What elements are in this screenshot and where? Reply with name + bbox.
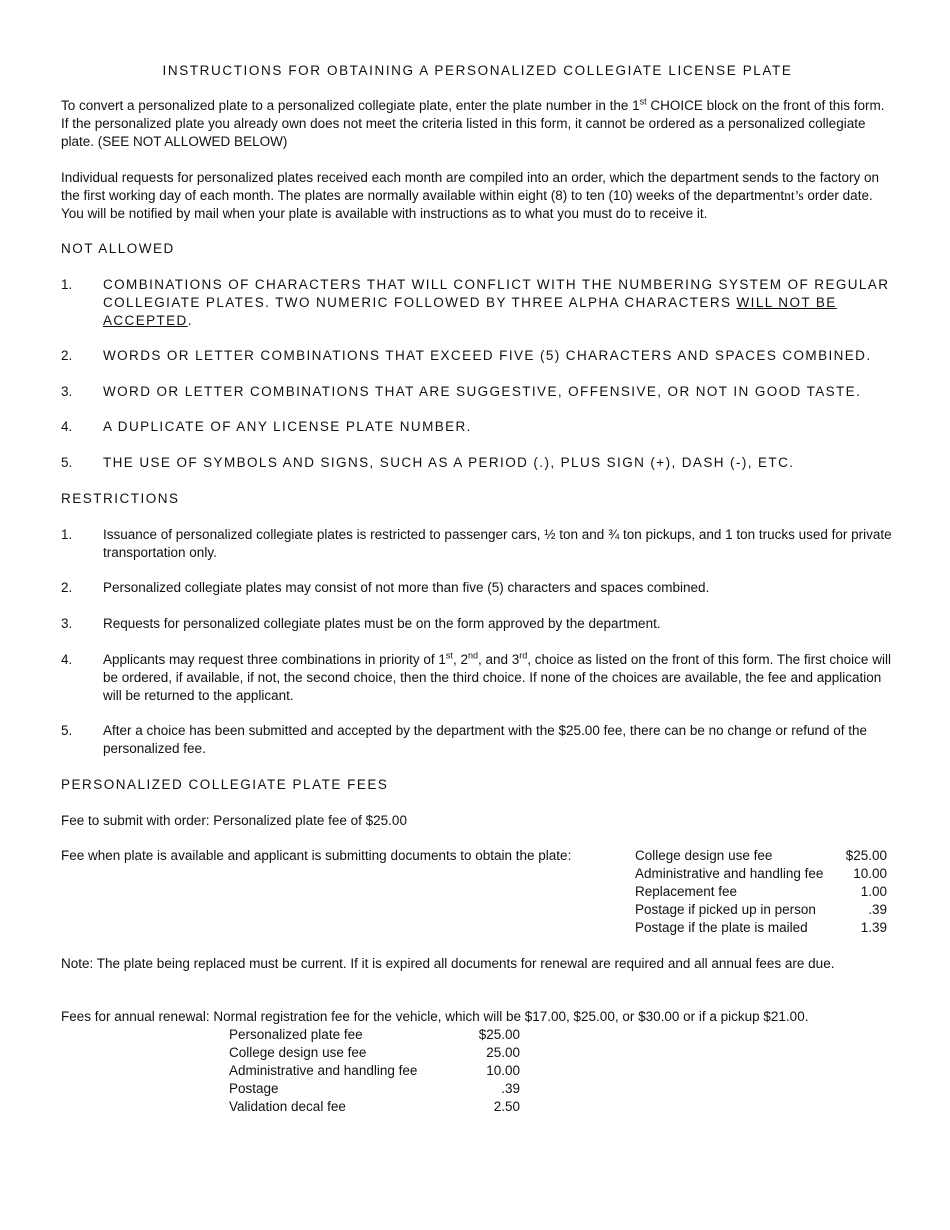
item-text-main: COMBINATIONS OF CHARACTERS THAT WILL CONFLICT WITH THE NUMBERING SYSTEM OF REGULAR COLLEGIATE PLATES. TWO NUMERIC FOLLOWED BY THREE ALPHA CHARACTERS xyxy=(103,277,890,310)
fee-label: Postage if picked up in person xyxy=(635,902,816,917)
restrictions-heading: RESTRICTIONS xyxy=(61,491,180,506)
fee-label: Postage xyxy=(229,1081,279,1096)
intro-p1-sup: st xyxy=(639,96,647,107)
fee-available-row xyxy=(635,901,887,919)
fee-amount: 1.39 xyxy=(860,920,887,935)
fee-amount: 10.00 xyxy=(853,866,887,881)
fee-amount: 10.00 xyxy=(486,1063,520,1078)
item-number: 2. xyxy=(61,348,73,363)
item-text: Issuance of personalized collegiate plates is restricted to passenger cars, ½ ton and ¾ ton pickups, and 1 ton trucks used for private transportation only. xyxy=(103,527,892,560)
page-title: INSTRUCTIONS FOR OBTAINING A PERSONALIZED COLLEGIATE LICENSE PLATE xyxy=(162,63,793,78)
item-number: 3. xyxy=(61,384,73,399)
fee-available-row xyxy=(635,919,887,937)
item-text: Requests for personalized collegiate plates must be on the form approved by the department. xyxy=(103,616,661,631)
fees-heading: PERSONALIZED COLLEGIATE PLATE FEES xyxy=(61,777,389,792)
item-number: 4. xyxy=(61,419,73,434)
fee-amount: $25.00 xyxy=(478,1027,520,1042)
item-text-c: , and 3 xyxy=(477,652,520,667)
fee-amount: 1.00 xyxy=(860,884,887,899)
item-text: A DUPLICATE OF ANY LICENSE PLATE NUMBER. xyxy=(103,419,472,434)
fee-label: Administrative and handling fee xyxy=(635,866,824,881)
fee-note xyxy=(61,955,894,973)
item-text-d: , choice as listed on the front of this form. The first choice will be ordered, if available, if not, the second choice, then the third choice. If none of the choices are available, the fee and application will be returned to the applicant. xyxy=(103,652,891,703)
fee-available-row xyxy=(635,865,887,883)
item-text-b: , 2 xyxy=(452,652,468,667)
intro-p1-text-a: To convert a personalized plate to a personalized collegiate plate, enter the plate number in the 1 xyxy=(61,98,640,113)
intro-p1-text-b: CHOICE block on the front of this form. If the personalized plate you already own does not meet the criteria listed in this form, it cannot be ordered as a personalized collegiate plate. (SEE NOT ALLOWED BELOW) xyxy=(61,98,885,149)
intro-paragraph-1 xyxy=(61,97,894,151)
fee-available-row xyxy=(635,883,887,901)
fee-amount: 2.50 xyxy=(493,1099,520,1114)
fee-amount: 25.00 xyxy=(486,1045,520,1060)
item-text: WORD OR LETTER COMBINATIONS THAT ARE SUGGESTIVE, OFFENSIVE, OR NOT IN GOOD TASTE. xyxy=(103,384,862,399)
not-allowed-heading: NOT ALLOWED xyxy=(61,241,175,256)
fee-renewal-row xyxy=(229,1080,520,1098)
fee-submit-line: Fee to submit with order: Personalized plate fee of $25.00 xyxy=(61,813,407,828)
item-text-a: Applicants may request three combinations in priority of 1 xyxy=(103,652,446,667)
fee-renewal-line xyxy=(61,1008,894,1026)
fee-renewal-row xyxy=(229,1026,520,1044)
fee-label: Replacement fee xyxy=(635,884,738,899)
fee-label: Validation decal fee xyxy=(229,1099,346,1114)
fee-available-row xyxy=(635,847,887,865)
item-text: WORDS OR LETTER COMBINATIONS THAT EXCEED FIVE (5) CHARACTERS AND SPACES COMBINED. xyxy=(103,348,872,363)
item-text: After a choice has been submitted and accepted by the department with the $25.00 fee, there can be no change or refund of the personalized fee. xyxy=(103,723,868,756)
item-number: 1. xyxy=(61,277,73,292)
item-number: 4. xyxy=(61,652,73,667)
fee-amount: $25.00 xyxy=(845,848,887,863)
fee-available-table xyxy=(635,847,887,937)
fee-label: Personalized plate fee xyxy=(229,1027,363,1042)
item-number: 3. xyxy=(61,616,73,631)
fee-renewal-row xyxy=(229,1044,520,1062)
item-text xyxy=(103,276,894,330)
fee-amount: .39 xyxy=(501,1081,520,1096)
item-number: 5. xyxy=(61,723,73,738)
intro-paragraph-2 xyxy=(61,169,894,223)
renewal-label: Fees for annual renewal: xyxy=(61,1009,210,1024)
item-underlined-text: WILL NOT BE ACCEPTED xyxy=(103,295,837,328)
sup-st: st xyxy=(445,650,453,661)
fee-label: College design use fee xyxy=(229,1045,367,1060)
item-text: Personalized collegiate plates may consist of not more than five (5) characters and spaces combined. xyxy=(103,580,710,595)
intro-p2-text-b: order date. You will be notified by mail when your plate is available with instructions as to what you must do to receive it. xyxy=(61,188,873,221)
fee-available-label: Fee when plate is available and applicant is submitting documents to obtain the plate: xyxy=(61,848,572,863)
item-number: 2. xyxy=(61,580,73,595)
fee-renewal-table xyxy=(229,1026,520,1116)
fee-label: Administrative and handling fee xyxy=(229,1063,418,1078)
fee-label: Postage if the plate is mailed xyxy=(635,920,808,935)
fee-amount: .39 xyxy=(868,902,887,917)
fee-renewal-row xyxy=(229,1062,520,1080)
intro-p2-text-a: Individual requests for personalized plates received each month are compiled into an order, which the department sends to the factory on the first working day of each month. The plates are normally available within eight (8) to ten (10) weeks of the department xyxy=(61,170,879,203)
fee-label: College design use fee xyxy=(635,848,773,863)
item-number: 5. xyxy=(61,455,73,470)
renewal-first-text: Normal registration fee for the vehicle, which will be $17.00, $25.00, or $30.00 or if a pickup $21.00. xyxy=(213,1009,809,1024)
item-number: 1. xyxy=(61,527,73,542)
fee-renewal-row xyxy=(229,1098,520,1116)
sup-rd: rd xyxy=(519,650,528,661)
intro-p2-serif: nt’s xyxy=(784,188,804,203)
item-text-tail: . xyxy=(187,313,193,328)
sup-nd: nd xyxy=(467,650,478,661)
note-text: Note: The plate being replaced must be current. If it is expired all documents for renewal are required and all annual fees are due. xyxy=(61,956,835,971)
item-text: THE USE OF SYMBOLS AND SIGNS, SUCH AS A PERIOD (.), PLUS SIGN (+), DASH (-), ETC. xyxy=(103,455,795,470)
item-text xyxy=(103,651,894,705)
